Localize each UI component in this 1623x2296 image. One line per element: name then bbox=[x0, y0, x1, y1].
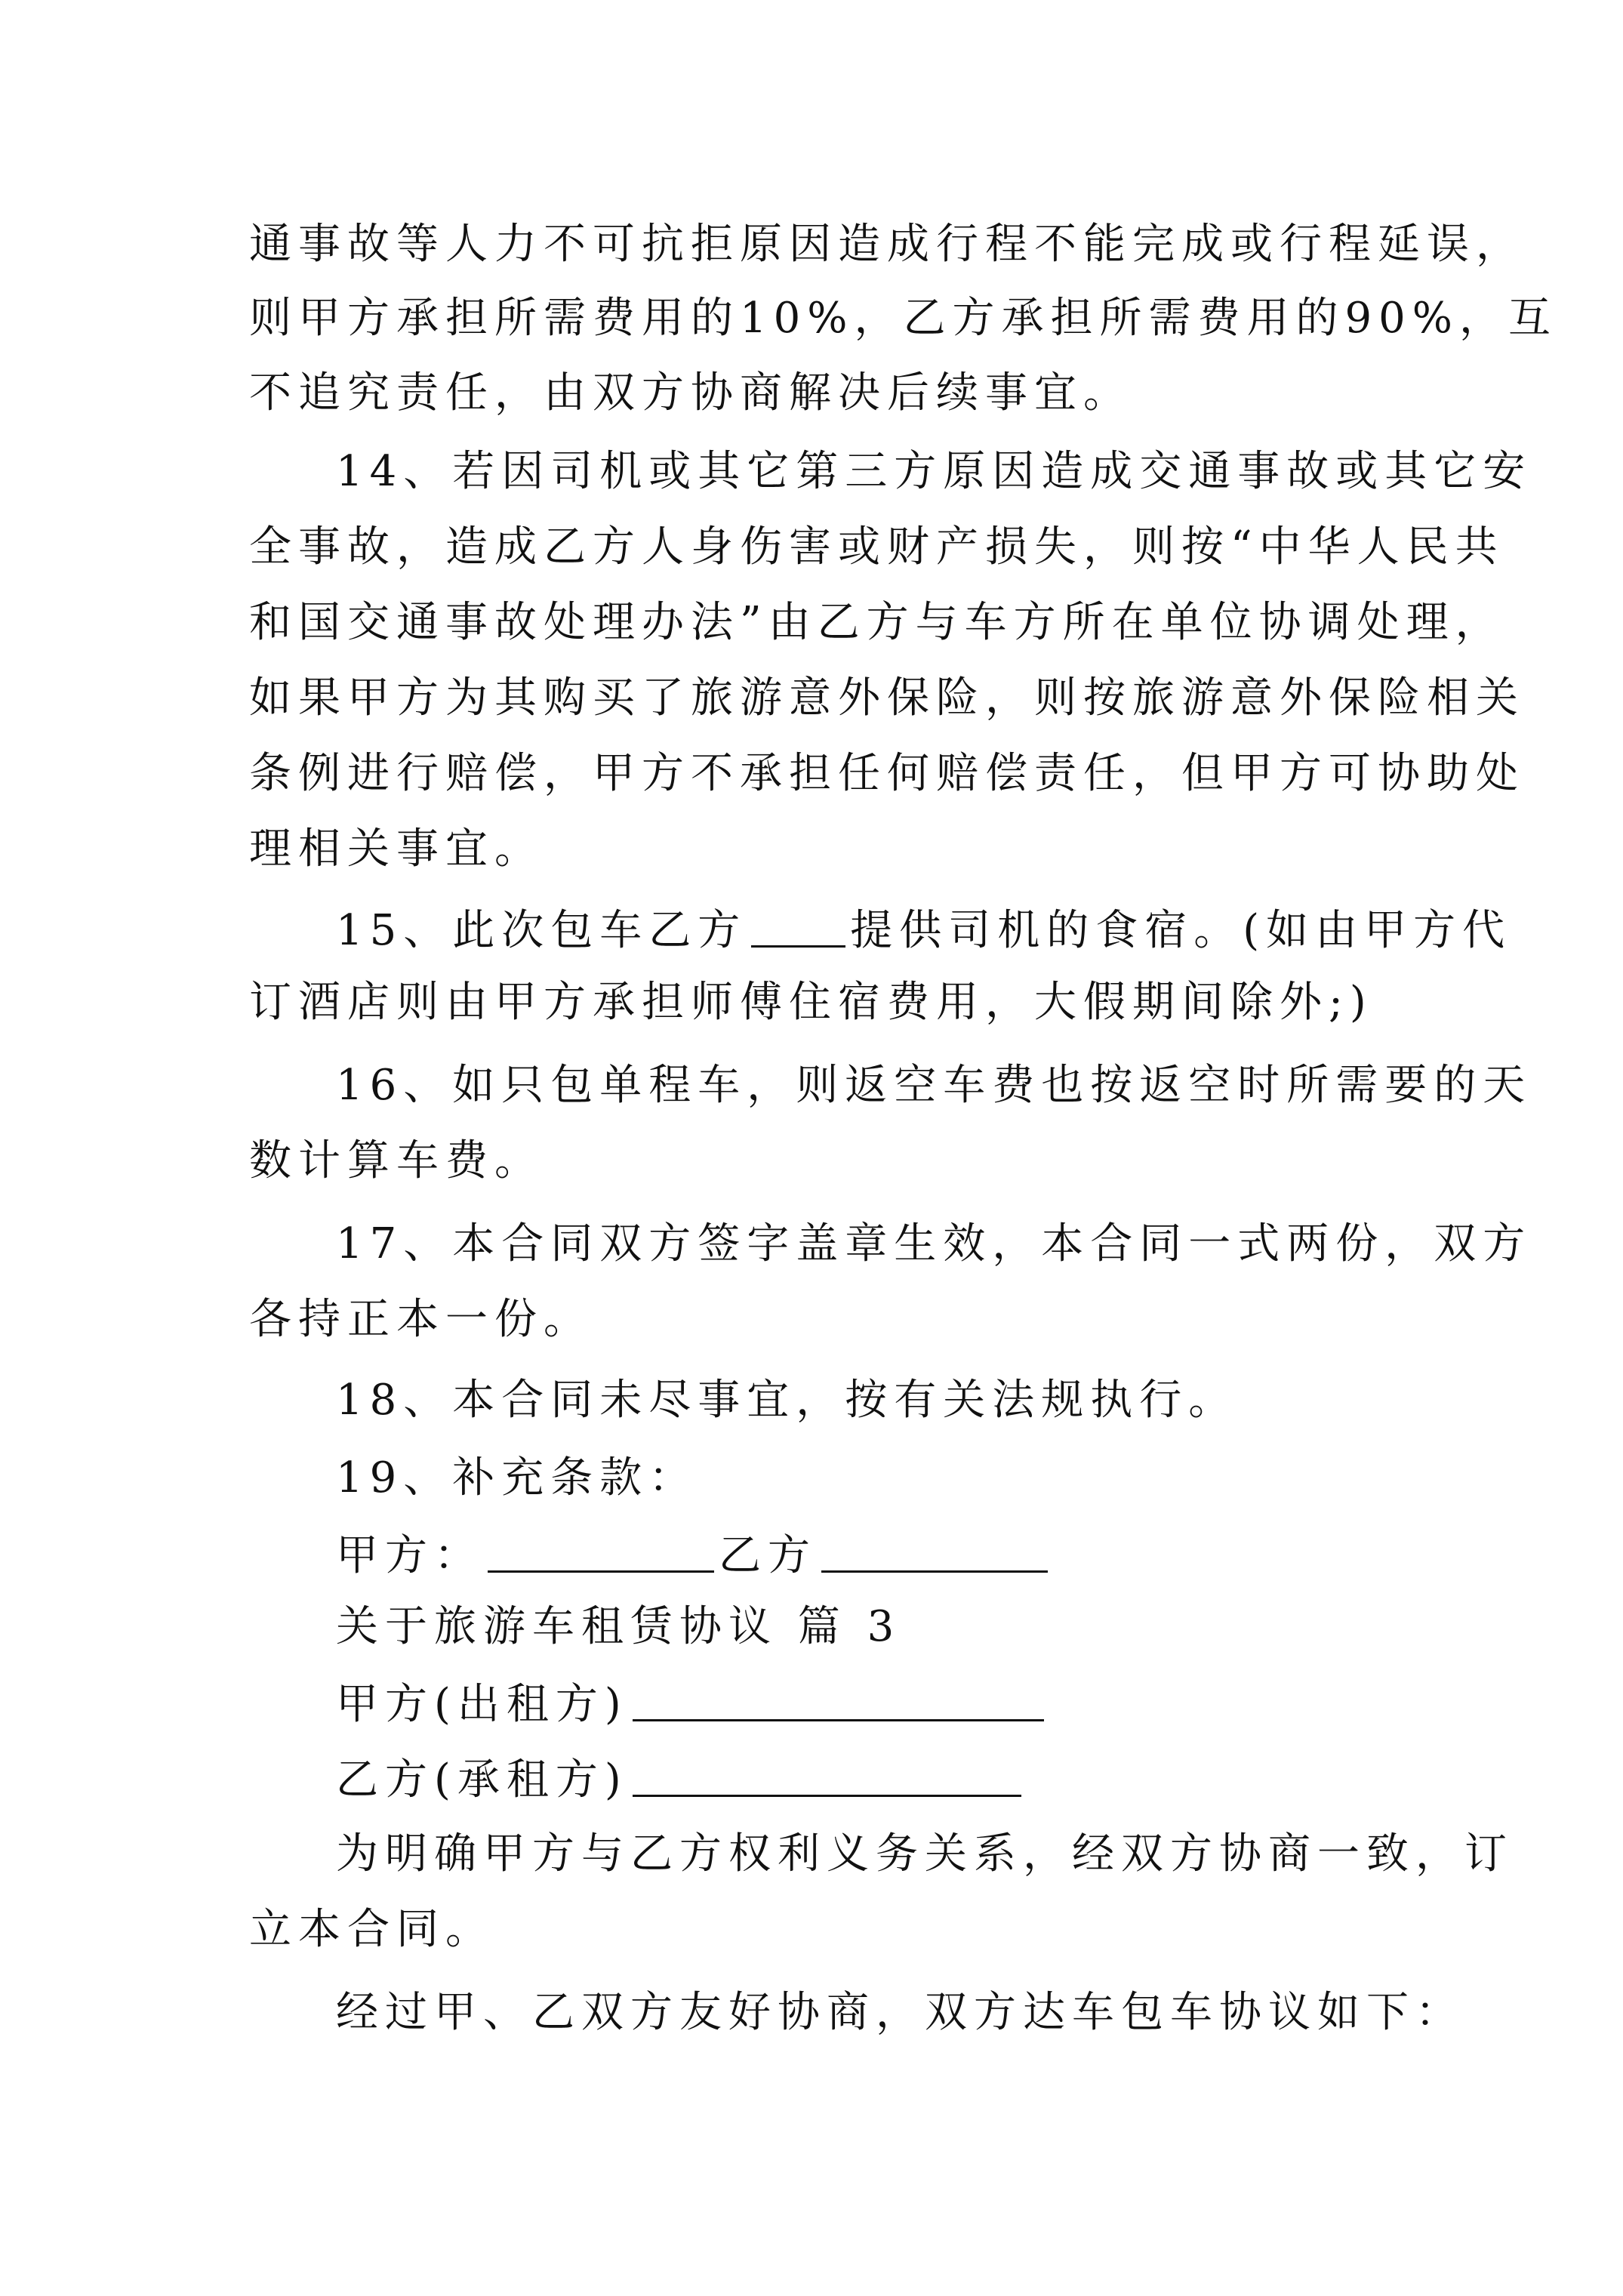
clause-19-line: 19、补充条款： bbox=[336, 1453, 698, 1502]
text-line: 条例进行赔偿，甲方不承担任何赔偿责任，但甲方可协助处 bbox=[249, 749, 1525, 798]
text-line: 订酒店则由甲方承担师傅住宿费用，大假期间除外;) bbox=[249, 978, 1373, 1027]
text-line: 如果甲方为其购买了旅游意外保险，则按旅游意外保险相关 bbox=[249, 673, 1525, 723]
lessee-line bbox=[336, 1755, 1026, 1804]
lessor-line bbox=[336, 1680, 1049, 1729]
party-a-signature-blank bbox=[488, 1531, 714, 1573]
party-b-label: 乙方 bbox=[719, 1531, 817, 1580]
clause-15-end: 提供司机的食宿。(如由甲方代 bbox=[850, 906, 1512, 955]
text-line: 全事故，造成乙方人身伤害或财产损失，则按“中华人民共 bbox=[249, 522, 1504, 572]
fill-blank bbox=[751, 906, 845, 948]
text-line: 则甲方承担所需费用的10%，乙方承担所需费用的90%，互 bbox=[249, 294, 1557, 343]
signature-line bbox=[336, 1531, 1052, 1580]
clause-17-line: 17、本合同双方签字盖章生效，本合同一式两份，双方 bbox=[336, 1219, 1532, 1268]
text-line: 理相关事宜。 bbox=[249, 824, 544, 874]
lessor-label: 甲方(出租方) bbox=[336, 1680, 628, 1729]
text-line: 各持正本一份。 bbox=[249, 1295, 593, 1344]
text-line: 为明确甲方与乙方权利义务关系，经双方协商一致，订 bbox=[336, 1829, 1514, 1878]
clause-15-start: 15、此次包车乙方 bbox=[336, 906, 747, 955]
text-line: 经过甲、乙双方友好协商，双方达车包车协议如下： bbox=[336, 1988, 1464, 2037]
clause-16-line: 16、如只包单程车，则返空车费也按返空时所需要的天 bbox=[336, 1061, 1532, 1110]
lessee-blank bbox=[633, 1755, 1021, 1797]
clause-18-line: 18、本合同未尽事宜，按有关法规执行。 bbox=[336, 1376, 1238, 1425]
text-line: 数计算车费。 bbox=[249, 1136, 544, 1185]
section-heading: 关于旅游车租赁协议 篇 3 bbox=[336, 1602, 901, 1651]
text-line: 立本合同。 bbox=[249, 1905, 494, 1954]
lessee-label: 乙方(承租方) bbox=[336, 1755, 628, 1804]
text-line: 不追究责任，由双方协商解决后续事宜。 bbox=[249, 368, 1132, 418]
clause-15-line bbox=[336, 906, 1512, 955]
party-a-label: 甲方： bbox=[336, 1531, 483, 1580]
party-b-signature-blank bbox=[821, 1531, 1048, 1573]
text-line: 和国交通事故处理办法”由乙方与车方所在单位协调处理， bbox=[249, 598, 1504, 647]
clause-14-line: 14、若因司机或其它第三方原因造成交通事故或其它安 bbox=[336, 447, 1532, 496]
lessor-blank bbox=[633, 1680, 1044, 1721]
text-line: 通事故等人力不可抗拒原因造成行程不能完成或行程延误， bbox=[249, 220, 1525, 269]
